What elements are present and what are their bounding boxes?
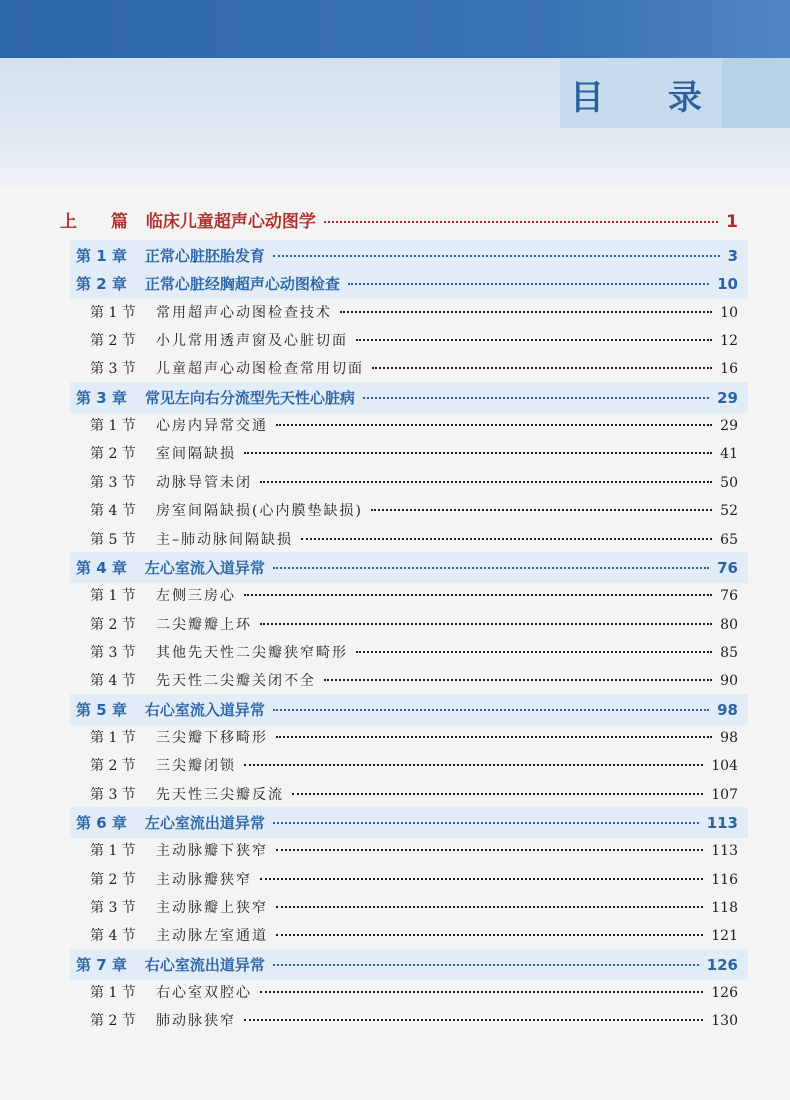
toc-section-entry[interactable] bbox=[90, 727, 738, 747]
chapter-page-number: 10 bbox=[717, 275, 738, 294]
dot-leader bbox=[356, 651, 712, 653]
section-label: 第 4 节 bbox=[90, 503, 136, 520]
chapter-title: 右心室流出道异常 bbox=[144, 955, 265, 974]
chapter-label: 第 1 章 bbox=[76, 247, 127, 265]
dot-leader bbox=[348, 283, 709, 285]
chapter-title: 正常心脏胚胎发育 bbox=[144, 247, 265, 265]
toc-section-entry[interactable] bbox=[90, 443, 738, 463]
chapter-page-number: 29 bbox=[717, 388, 738, 407]
dot-leader bbox=[244, 764, 703, 766]
toc-section-entry[interactable] bbox=[90, 925, 738, 945]
chapter-label: 第 2 章 bbox=[76, 275, 127, 294]
section-page-number: 104 bbox=[711, 758, 738, 775]
section-page-number: 65 bbox=[720, 531, 738, 548]
dot-leader bbox=[340, 311, 712, 313]
section-label: 第 4 节 bbox=[90, 673, 136, 690]
chapter-page-number: 113 bbox=[706, 814, 738, 832]
chapter-page-number: 126 bbox=[706, 955, 738, 974]
dot-leader bbox=[260, 878, 703, 880]
section-page-number: 29 bbox=[720, 418, 738, 435]
section-label: 第 2 节 bbox=[90, 871, 136, 888]
toc-section-entry[interactable] bbox=[90, 585, 738, 605]
dot-leader bbox=[276, 906, 703, 908]
toc-section-entry[interactable] bbox=[90, 302, 738, 322]
section-page-number: 16 bbox=[720, 361, 738, 378]
dot-leader bbox=[276, 849, 703, 851]
section-page-number: 50 bbox=[720, 474, 738, 491]
dot-leader bbox=[260, 481, 712, 483]
section-label: 第 5 节 bbox=[90, 531, 136, 548]
section-label: 第 1 节 bbox=[90, 418, 136, 435]
section-title: 其他先天性二尖瓣狭窄畸形 bbox=[156, 644, 348, 661]
section-title: 左侧三房心 bbox=[156, 588, 236, 605]
section-label: 第 2 节 bbox=[90, 446, 136, 463]
dot-leader bbox=[324, 221, 718, 223]
dot-leader bbox=[273, 822, 699, 824]
section-label: 第 3 节 bbox=[90, 786, 136, 803]
toc-section-entry[interactable] bbox=[90, 614, 738, 634]
dot-leader bbox=[371, 509, 712, 511]
section-title: 二尖瓣瓣上环 bbox=[156, 616, 252, 633]
section-title: 心房内异常交通 bbox=[156, 418, 268, 435]
section-label: 第 3 节 bbox=[90, 474, 136, 491]
section-title: 主动脉瓣上狭窄 bbox=[156, 900, 268, 917]
dot-leader bbox=[244, 594, 712, 596]
section-title: 三尖瓣下移畸形 bbox=[156, 729, 268, 746]
section-label: 第 1 节 bbox=[90, 729, 136, 746]
section-label: 第 3 节 bbox=[90, 361, 136, 378]
toc-section-entry[interactable] bbox=[90, 1010, 738, 1030]
chapter-page-number: 3 bbox=[727, 247, 738, 265]
dot-leader bbox=[273, 964, 699, 966]
toc-chapter-entry[interactable] bbox=[76, 273, 738, 294]
section-label: 第 1 节 bbox=[90, 588, 136, 605]
toc-chapter-entry[interactable] bbox=[76, 954, 738, 975]
section-page-number: 121 bbox=[711, 928, 738, 945]
toc-section-entry[interactable] bbox=[90, 840, 738, 860]
toc-section-entry[interactable] bbox=[90, 358, 738, 378]
toc-chapter-entry[interactable] bbox=[76, 557, 738, 578]
chapter-label: 第 4 章 bbox=[76, 558, 127, 577]
chapter-label: 第 6 章 bbox=[76, 814, 127, 832]
chapter-label: 第 7 章 bbox=[76, 955, 127, 974]
section-label: 第 1 节 bbox=[90, 985, 136, 1002]
section-label: 第 3 节 bbox=[90, 644, 136, 661]
part-page-number: 1 bbox=[726, 212, 738, 232]
dot-leader bbox=[276, 736, 712, 738]
section-page-number: 118 bbox=[711, 900, 738, 917]
toc-chapter-entry[interactable] bbox=[76, 245, 738, 266]
section-page-number: 85 bbox=[720, 644, 738, 661]
toc-section-entry[interactable] bbox=[90, 330, 738, 350]
section-label: 第 2 节 bbox=[90, 333, 136, 350]
part-title: 临床儿童超声心动图学 bbox=[145, 212, 316, 232]
section-title: 常用超声心动图检查技术 bbox=[156, 304, 332, 321]
chapter-title: 正常心脏经胸超声心动图检查 bbox=[144, 275, 340, 294]
chapter-title: 左心室流出道异常 bbox=[144, 814, 265, 832]
section-label: 第 1 节 bbox=[90, 843, 136, 860]
dot-leader bbox=[372, 367, 712, 369]
section-title: 先天性二尖瓣关闭不全 bbox=[156, 673, 316, 690]
toc-chapter-entry[interactable] bbox=[76, 387, 738, 408]
section-title: 室间隔缺损 bbox=[156, 446, 236, 463]
toc-section-entry[interactable] bbox=[90, 755, 738, 775]
section-title: 肺动脉狭窄 bbox=[156, 1013, 236, 1030]
dot-leader bbox=[276, 934, 703, 936]
section-title: 小儿常用透声窗及心脏切面 bbox=[156, 333, 348, 350]
toc-section-entry[interactable] bbox=[90, 415, 738, 435]
section-page-number: 130 bbox=[711, 1013, 738, 1030]
section-label: 第 1 节 bbox=[90, 304, 136, 321]
section-page-number: 52 bbox=[720, 503, 738, 520]
toc-section-entry[interactable] bbox=[90, 500, 738, 520]
section-title: 先天性三尖瓣反流 bbox=[156, 786, 284, 803]
section-page-number: 98 bbox=[720, 729, 738, 746]
toc-chapter-entry[interactable] bbox=[76, 812, 738, 833]
section-label: 第 3 节 bbox=[90, 900, 136, 917]
chapter-label: 第 3 章 bbox=[76, 388, 127, 407]
dot-leader bbox=[244, 452, 712, 454]
dot-leader bbox=[273, 255, 720, 257]
dot-leader bbox=[276, 424, 712, 426]
chapter-page-number: 98 bbox=[717, 700, 738, 719]
toc-section-entry[interactable] bbox=[90, 472, 738, 492]
dot-leader bbox=[301, 538, 712, 540]
section-page-number: 41 bbox=[720, 446, 738, 463]
dot-leader bbox=[324, 679, 712, 681]
chapter-label: 第 5 章 bbox=[76, 700, 127, 719]
chapter-title: 左心室流入道异常 bbox=[144, 558, 265, 577]
toc-part-entry[interactable] bbox=[60, 207, 738, 232]
section-page-number: 90 bbox=[720, 673, 738, 690]
toc-section-entry[interactable] bbox=[90, 897, 738, 917]
dot-leader bbox=[260, 623, 712, 625]
chapter-title: 常见左向右分流型先天性心脏病 bbox=[144, 388, 355, 407]
toc-section-entry[interactable] bbox=[90, 982, 738, 1002]
section-title: 主动脉瓣狭窄 bbox=[156, 871, 252, 888]
section-page-number: 113 bbox=[711, 843, 738, 860]
toc-section-entry[interactable] bbox=[90, 869, 738, 889]
dot-leader bbox=[273, 567, 709, 569]
page-title: 目 录 bbox=[570, 78, 728, 118]
dot-leader bbox=[356, 339, 712, 341]
part-label: 上 篇 bbox=[60, 212, 142, 232]
section-label: 第 2 节 bbox=[90, 616, 136, 633]
chapter-title: 右心室流入道异常 bbox=[144, 700, 265, 719]
toc-chapter-entry[interactable] bbox=[76, 699, 738, 720]
toc-section-entry[interactable] bbox=[90, 529, 738, 549]
section-title: 右心室双腔心 bbox=[156, 985, 252, 1002]
section-page-number: 116 bbox=[711, 871, 738, 888]
section-page-number: 10 bbox=[720, 304, 738, 321]
section-label: 第 2 节 bbox=[90, 758, 136, 775]
section-title: 主动脉左室通道 bbox=[156, 928, 268, 945]
dot-leader bbox=[363, 397, 709, 399]
chapter-page-number: 76 bbox=[717, 558, 738, 577]
section-label: 第 2 节 bbox=[90, 1013, 136, 1030]
toc-section-entry[interactable] bbox=[90, 670, 738, 690]
dot-leader bbox=[273, 709, 709, 711]
section-title: 主–肺动脉间隔缺损 bbox=[156, 531, 293, 548]
section-page-number: 126 bbox=[711, 985, 738, 1002]
toc-section-entry[interactable] bbox=[90, 784, 738, 804]
section-label: 第 4 节 bbox=[90, 928, 136, 945]
section-title: 房室间隔缺损(心内膜垫缺损) bbox=[156, 503, 363, 520]
section-title: 儿童超声心动图检查常用切面 bbox=[156, 361, 364, 378]
dot-leader bbox=[292, 793, 703, 795]
dot-leader bbox=[244, 1019, 703, 1021]
section-title: 动脉导管未闭 bbox=[156, 474, 252, 491]
section-page-number: 80 bbox=[720, 616, 738, 633]
section-page-number: 76 bbox=[720, 588, 738, 605]
section-title: 主动脉瓣下狭窄 bbox=[156, 843, 268, 860]
section-page-number: 107 bbox=[711, 786, 738, 803]
dot-leader bbox=[260, 991, 703, 993]
section-title: 三尖瓣闭锁 bbox=[156, 758, 236, 775]
toc-section-entry[interactable] bbox=[90, 642, 738, 662]
section-page-number: 12 bbox=[720, 333, 738, 350]
